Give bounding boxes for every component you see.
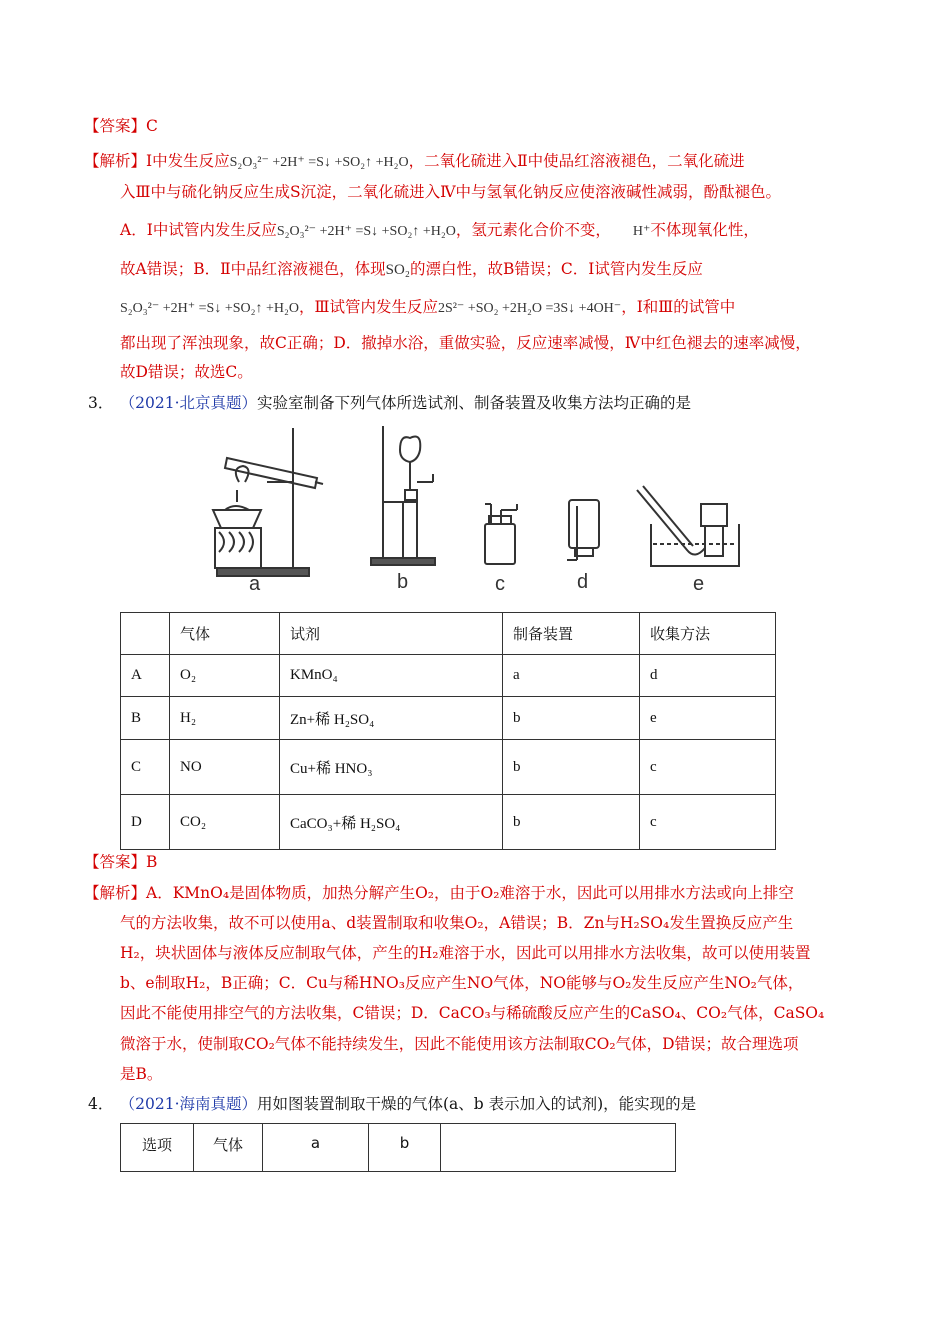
q2-analysis-line-3: A．Ⅰ中试管内发生反应S₂O₃²⁻ +2H⁺ =S↓ +SO₂↑ +H₂O，氢元素化合价不变， H⁺不体现氧化性， <box>120 221 759 239</box>
q3-answer-line <box>84 852 157 872</box>
figure-label-b: b <box>397 571 409 593</box>
apparatus-b <box>371 426 435 565</box>
q3-analysis-line-1: 【解析】A．KMnO₄是固体物质，加热分解产生O₂，由于O₂难溶于水，因此可以用排水方法或向上排空 <box>84 884 794 902</box>
question-source: （2021·海南真题） <box>127 1095 257 1113</box>
figure-label-d: d <box>577 571 589 593</box>
apparatus-e <box>637 486 739 566</box>
answer-value: B <box>146 853 158 871</box>
question-number: 3． <box>88 394 114 412</box>
h-plus: H⁺ <box>632 224 651 239</box>
q3-analysis-line-5: 因此不能使用排空气的方法收集，C错误；D．CaCO₃与稀硫酸反应产生的CaSO₄、CO₂气体，CaSO₄ <box>120 1004 825 1022</box>
q3-analysis-line-4: b、e制取H₂，B正确；C．Cu与稀HNO₃反应产生NO气体，NO能够与O₂发生反应产生NO₂气体， <box>120 974 804 992</box>
table-header-row: 选项 气体 a b <box>121 1124 676 1172</box>
so2: SO₂ <box>385 262 411 278</box>
table-row: C NO Cu+稀 HNO₃ b c <box>121 740 776 795</box>
q3-options-table <box>120 612 776 850</box>
q3-analysis-line-7: 是B。 <box>120 1065 163 1083</box>
equation: S₂O₃²⁻ +2H⁺ =S↓ +SO₂↑ +H₂O <box>229 155 409 170</box>
question-source: （2021·北京真题） <box>127 394 257 412</box>
equation: S₂O₃²⁻ +2H⁺ =S↓ +SO₂↑ +H₂O <box>276 224 456 239</box>
q2-analysis-line-6: 都出现了浑浊现象，故C正确；D．撤掉水浴，重做实验，反应速率减慢，Ⅳ中红色褪去的速率减慢， <box>120 334 811 352</box>
question-number: 4． <box>88 1095 114 1113</box>
table-row: B H₂ Zn+稀 H₂SO₄ b e <box>121 697 776 740</box>
answer-value: C <box>146 117 158 135</box>
q3-analysis-line-2: 气的方法收集，故不可以使用a、d装置制取和收集O₂，A错误；B．Zn与H₂SO₄发生置换反应产生 <box>120 914 794 932</box>
q2-analysis-line-1: 【解析】Ⅰ中发生反应S₂O₃²⁻ +2H⁺ =S↓ +SO₂↑ +H₂O，二氧化硫进入Ⅱ中使品红溶液褪色，二氧化硫进 <box>84 152 745 170</box>
q2-analysis-line-4: 故A错误；B．Ⅱ中品红溶液褪色，体现SO₂的漂白性，故B错误；C．Ⅰ试管内发生反应 <box>120 260 703 278</box>
analysis-tag: 【解析】 <box>84 152 147 170</box>
answer-tag: 【答案】 <box>84 117 147 135</box>
question-text: 实验室制备下列气体所选试剂、制备装置及收集方法均正确的是 <box>257 394 692 412</box>
q3-analysis-line-6: 微溶于水，使制取CO₂气体不能持续发生，因此不能使用该方法制取CO₂气体，D错误；故合理选项 <box>120 1035 799 1053</box>
figure-label-a: a <box>249 573 261 595</box>
q2-analysis-line-2: 入Ⅲ中与硫化钠反应生成S沉淀，二氧化硫进入Ⅳ中与氢氧化钠反应使溶液碱性减弱，酚酞褪色。 <box>120 183 782 201</box>
q4-options-table <box>120 1123 676 1172</box>
apparatus-a <box>213 428 323 576</box>
q2-analysis-line-7: 故D错误；故选C。 <box>120 363 253 381</box>
answer-tag: 【答案】 <box>84 853 147 871</box>
apparatus-d <box>567 500 599 560</box>
q3-analysis-line-3: H₂，块状固体与液体反应制取气体，产生的H₂难溶于水，因此可以用排水方法收集，故可以使用装置 <box>120 944 811 962</box>
table-row: D CO₂ CaCO₃+稀 H₂SO₄ b c <box>121 795 776 850</box>
q2-analysis-line-5: S₂O₃²⁻ +2H⁺ =S↓ +SO₂↑ +H₂O，Ⅲ试管内发生反应2S²⁻ +SO₂ +2H₂O =3S↓ +4OH⁻，Ⅰ和Ⅲ的试管中 <box>120 298 736 316</box>
equation: S₂O₃²⁻ +2H⁺ =S↓ +SO₂↑ +H₂O <box>120 301 299 316</box>
figure-label-c: c <box>495 573 505 595</box>
question-text: 用如图装置制取干燥的气体(a、b 表示加入的试剂)，能实现的是 <box>257 1095 697 1113</box>
apparatus-figure <box>205 420 755 598</box>
analysis-tag: 【解析】 <box>84 884 147 902</box>
apparatus-c <box>485 504 517 564</box>
equation-2: 2S²⁻ +SO₂ +2H₂O =3S↓ +4OH⁻ <box>437 301 622 316</box>
table-row: A O₂ KMnO₄ a d <box>121 655 776 697</box>
q4-stem <box>88 1094 696 1114</box>
figure-label-e: e <box>693 573 705 595</box>
q3-stem <box>88 393 691 413</box>
table-header-row: 气体 试剂 制备装置 收集方法 <box>121 613 776 655</box>
q2-answer-line <box>84 116 158 136</box>
